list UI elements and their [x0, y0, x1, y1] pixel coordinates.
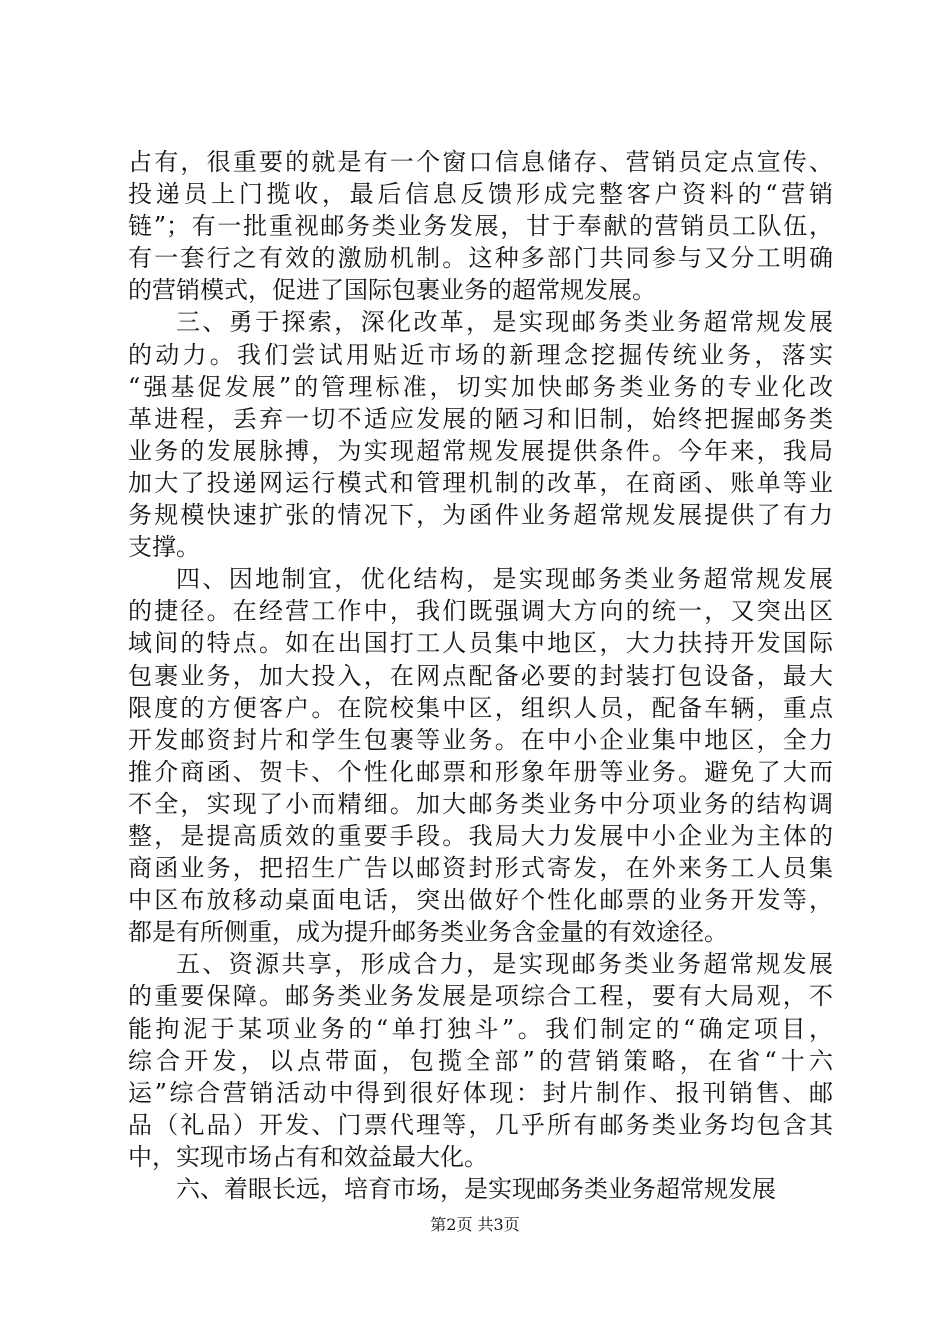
- text-line: 运”综合营销活动中得到很好体现：封片制作、报刊销售、邮: [128, 1078, 833, 1107]
- text-line: 加大了投递网运行模式和管理机制的改革，在商函、账单等业: [128, 468, 833, 497]
- text-line: 的重要保障。邮务类业务发展是项综合工程，要有大局观，不: [128, 982, 833, 1011]
- text-line: 投递员上门揽收，最后信息反馈形成完整客户资料的“营销: [128, 180, 833, 209]
- text-line: 不全，实现了小而精细。加大邮务类业务中分项业务的结构调: [128, 789, 833, 818]
- text-line: 商函业务，把招生广告以邮资封形式寄发，在外来务工人员集: [128, 854, 833, 883]
- text-line: 有一套行之有效的激励机制。这种多部门共同参与又分工明确: [128, 244, 833, 273]
- page-number-footer: 第2页 共3页: [430, 1215, 520, 1234]
- text-line: 业务的发展脉搏，为实现超常规发展提供条件。今年来，我局: [128, 436, 833, 465]
- text-line: 中，实现市场占有和效益最大化。: [128, 1142, 488, 1171]
- paragraph-heading-4: 四、因地制宜，优化结构，是实现邮务类业务超常规发展: [176, 565, 833, 594]
- text-line: 链”；有一批重视邮务类业务发展，甘于奉献的营销员工队伍，: [128, 212, 833, 241]
- paragraph-heading-3: 三、勇于探索，深化改革，是实现邮务类业务超常规发展: [176, 308, 833, 337]
- text-line: 的动力。我们尝试用贴近市场的新理念挖掘传统业务，落实: [128, 340, 833, 369]
- text-line: 革进程，丢弃一切不适应发展的陋习和旧制，始终把握邮务类: [128, 404, 833, 433]
- text-line: 的营销模式，促进了国际包裹业务的超常规发展。: [128, 276, 656, 305]
- text-line: 中区布放移动桌面电话，突出做好个性化邮票的业务开发等，: [128, 886, 833, 915]
- text-line: 务规模快速扩张的情况下，为函件业务超常规发展提供了有力: [128, 501, 833, 530]
- text-line: 占有，很重要的就是有一个窗口信息储存、营销员定点宣传、: [128, 148, 833, 176]
- text-line: 综合开发，以点带面，包揽全部”的营销策略，在省“十六: [128, 1046, 833, 1075]
- text-line: 推介商函、贺卡、个性化邮票和形象年册等业务。避免了大而: [128, 757, 833, 786]
- text-line: 包裹业务，加大投入，在网点配备必要的封装打包设备，最大: [128, 661, 833, 690]
- text-line: 域间的特点。如在出国打工人员集中地区，大力扶持开发国际: [128, 629, 833, 658]
- text-line: 限度的方便客户。在院校集中区，组织人员，配备车辆，重点: [128, 693, 833, 722]
- body-text: [128, 146, 833, 1205]
- text-line: 开发邮资封片和学生包裹等业务。在中小企业集中地区，全力: [128, 725, 833, 754]
- paragraph-heading-6: 六、着眼长远，培育市场，是实现邮务类业务超常规发展: [176, 1175, 776, 1203]
- paragraph-heading-5: 五、资源共享，形成合力，是实现邮务类业务超常规发展: [176, 950, 833, 979]
- text-line: 支撑。: [128, 533, 200, 562]
- text-line: 品（礼品）开发、门票代理等，几乎所有邮务类业务均包含其: [128, 1110, 833, 1139]
- text-line: 整，是提高质效的重要手段。我局大力发展中小企业为主体的: [128, 821, 833, 850]
- text-line: 能拘泥于某项业务的“单打独斗”。我们制定的“确定项目，: [128, 1014, 833, 1043]
- text-line: 的捷径。在经营工作中，我们既强调大方向的统一，又突出区: [128, 597, 833, 626]
- text-line: “强基促发展”的管理标准，切实加快邮务类业务的专业化改: [128, 372, 833, 401]
- text-line: 都是有所侧重，成为提升邮务类业务含金量的有效途径。: [128, 918, 728, 947]
